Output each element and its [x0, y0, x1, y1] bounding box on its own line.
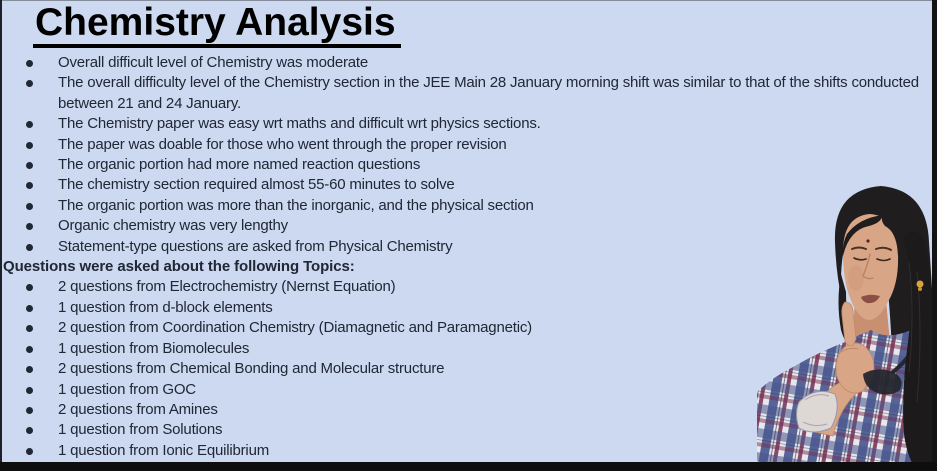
bullet-text: The organic portion had more named reaction questions	[58, 156, 421, 174]
frame-edge-right	[932, 0, 937, 471]
bullet-text: 2 questions from Electrochemistry (Nernst Equation)	[58, 278, 396, 296]
bullet-text: The Chemistry paper was easy wrt maths and difficult wrt physics sections.	[58, 115, 541, 133]
page-title: Chemistry Analysis	[33, 2, 401, 48]
frame-bottom-bar	[0, 462, 937, 471]
list-item	[0, 53, 930, 73]
bullet-text: The chemistry section required almost 55-60 minutes to solve	[58, 176, 455, 194]
bullet-text: 2 questions from Chemical Bonding and Molecular structure	[58, 360, 445, 378]
list-item	[0, 114, 930, 134]
list-item	[0, 155, 930, 175]
frame-edge-left	[0, 0, 2, 471]
presenter-webcam-overlay	[757, 182, 935, 463]
list-item	[0, 135, 930, 155]
bullet-text: The overall difficulty level of the Chemistry section in the JEE Main 28 January morning shift was similar to that of the shifts conducted between 21 and 24 January.	[58, 74, 919, 112]
cheek-shading	[848, 265, 864, 291]
list-item	[0, 73, 930, 114]
topics-heading: Questions were asked about the following Topics:	[3, 258, 355, 276]
bindi	[866, 239, 869, 242]
bullet-text: The organic portion was more than the inorganic, and the physical section	[58, 196, 534, 214]
bullet-text: 2 questions from Amines	[58, 400, 218, 418]
bullet-text: The paper was doable for those who went through the proper revision	[58, 135, 507, 153]
bullet-text: Organic chemistry was very lengthy	[58, 217, 288, 235]
presenter-figure	[757, 186, 935, 463]
bullet-text: 1 question from d-block elements	[58, 298, 273, 316]
bullet-text: 1 question from Biomolecules	[58, 339, 250, 357]
bullet-text: 1 question from GOC	[58, 380, 196, 398]
frame-edge-top	[0, 0, 937, 1]
bullet-text: Statement-type questions are asked from Physical Chemistry	[58, 237, 453, 255]
bullet-text: Overall difficult level of Chemistry was moderate	[58, 54, 369, 71]
bullet-text: 1 question from Ionic Equilibrium	[58, 441, 270, 459]
bullet-text: 1 question from Solutions	[58, 421, 223, 439]
bullet-text: 2 question from Coordination Chemistry (Diamagnetic and Paramagnetic)	[58, 319, 532, 337]
